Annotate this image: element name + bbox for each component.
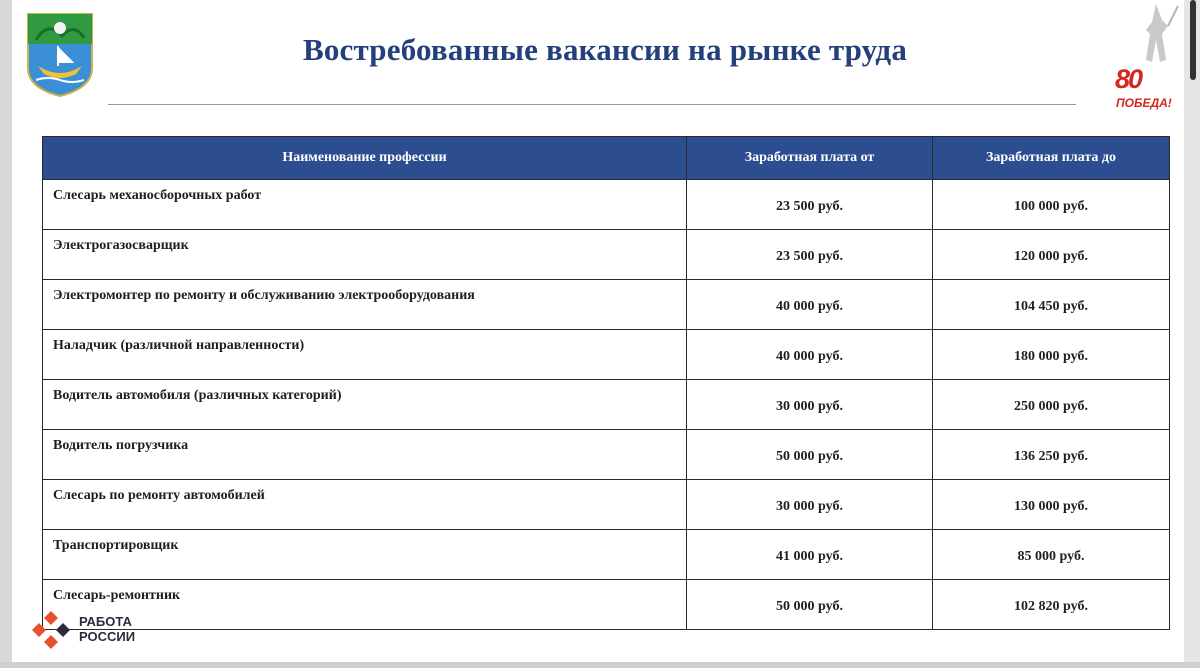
salary-to: 85 000 руб. xyxy=(933,530,1170,580)
table-row xyxy=(43,330,1170,380)
profession-name: Водитель погрузчика xyxy=(43,430,687,480)
salary-from: 23 500 руб. xyxy=(687,180,933,230)
table-row xyxy=(43,430,1170,480)
profession-name: Наладчик (различной направленности) xyxy=(43,330,687,380)
salary-to: 250 000 руб. xyxy=(933,380,1170,430)
header-profession: Наименование профессии xyxy=(43,137,687,180)
city-emblem-icon xyxy=(22,10,98,98)
left-border xyxy=(0,0,12,668)
salary-to: 120 000 руб. xyxy=(933,230,1170,280)
salary-to: 130 000 руб. xyxy=(933,480,1170,530)
table-header-row xyxy=(43,137,1170,180)
profession-name: Электромонтер по ремонту и обслуживанию электрооборудования xyxy=(43,280,687,330)
salary-from: 40 000 руб. xyxy=(687,330,933,380)
table-row xyxy=(43,380,1170,430)
vacancies-table xyxy=(42,136,1170,630)
rabota-rossii-wordmark xyxy=(79,614,135,644)
salary-to: 180 000 руб. xyxy=(933,330,1170,380)
salary-to: 136 250 руб. xyxy=(933,430,1170,480)
table-row xyxy=(43,280,1170,330)
profession-name: Слесарь по ремонту автомобилей xyxy=(43,480,687,530)
bottom-border xyxy=(0,662,1200,668)
table-row xyxy=(43,180,1170,230)
table-row xyxy=(43,530,1170,580)
salary-from: 50 000 руб. xyxy=(687,430,933,480)
profession-name: Водитель автомобиля (различных категорий) xyxy=(43,380,687,430)
salary-from: 30 000 руб. xyxy=(687,480,933,530)
table-row xyxy=(43,480,1170,530)
victory-80-number: 80 xyxy=(1115,64,1142,94)
page-title: Востребованные вакансии на рынке труда xyxy=(302,32,908,67)
header-salary-from: Заработная плата от xyxy=(687,137,933,180)
victory-word: ПОБЕДА! xyxy=(1116,96,1172,110)
salary-from: 40 000 руб. xyxy=(687,280,933,330)
title-divider xyxy=(108,104,1076,105)
rabota-rossii-logo-icon xyxy=(30,609,72,651)
wordmark-line-1: РАБОТА xyxy=(79,614,132,629)
salary-to: 100 000 руб. xyxy=(933,180,1170,230)
profession-name: Слесарь-ремонтник xyxy=(43,580,687,630)
table-row xyxy=(43,580,1170,630)
salary-from: 23 500 руб. xyxy=(687,230,933,280)
salary-from: 41 000 руб. xyxy=(687,530,933,580)
salary-from: 50 000 руб. xyxy=(687,580,933,630)
salary-to: 104 450 руб. xyxy=(933,280,1170,330)
salary-to: 102 820 руб. xyxy=(933,580,1170,630)
salary-from: 30 000 руб. xyxy=(687,380,933,430)
profession-name: Электрогазосварщик xyxy=(43,230,687,280)
header-salary-to: Заработная плата до xyxy=(933,137,1170,180)
profession-name: Транспортировщик xyxy=(43,530,687,580)
wordmark-line-2: РОССИИ xyxy=(79,629,136,644)
right-border xyxy=(1184,0,1200,668)
table-row xyxy=(43,230,1170,280)
profession-name: Слесарь механосборочных работ xyxy=(43,180,687,230)
scrollbar-thumb[interactable] xyxy=(1190,0,1196,80)
